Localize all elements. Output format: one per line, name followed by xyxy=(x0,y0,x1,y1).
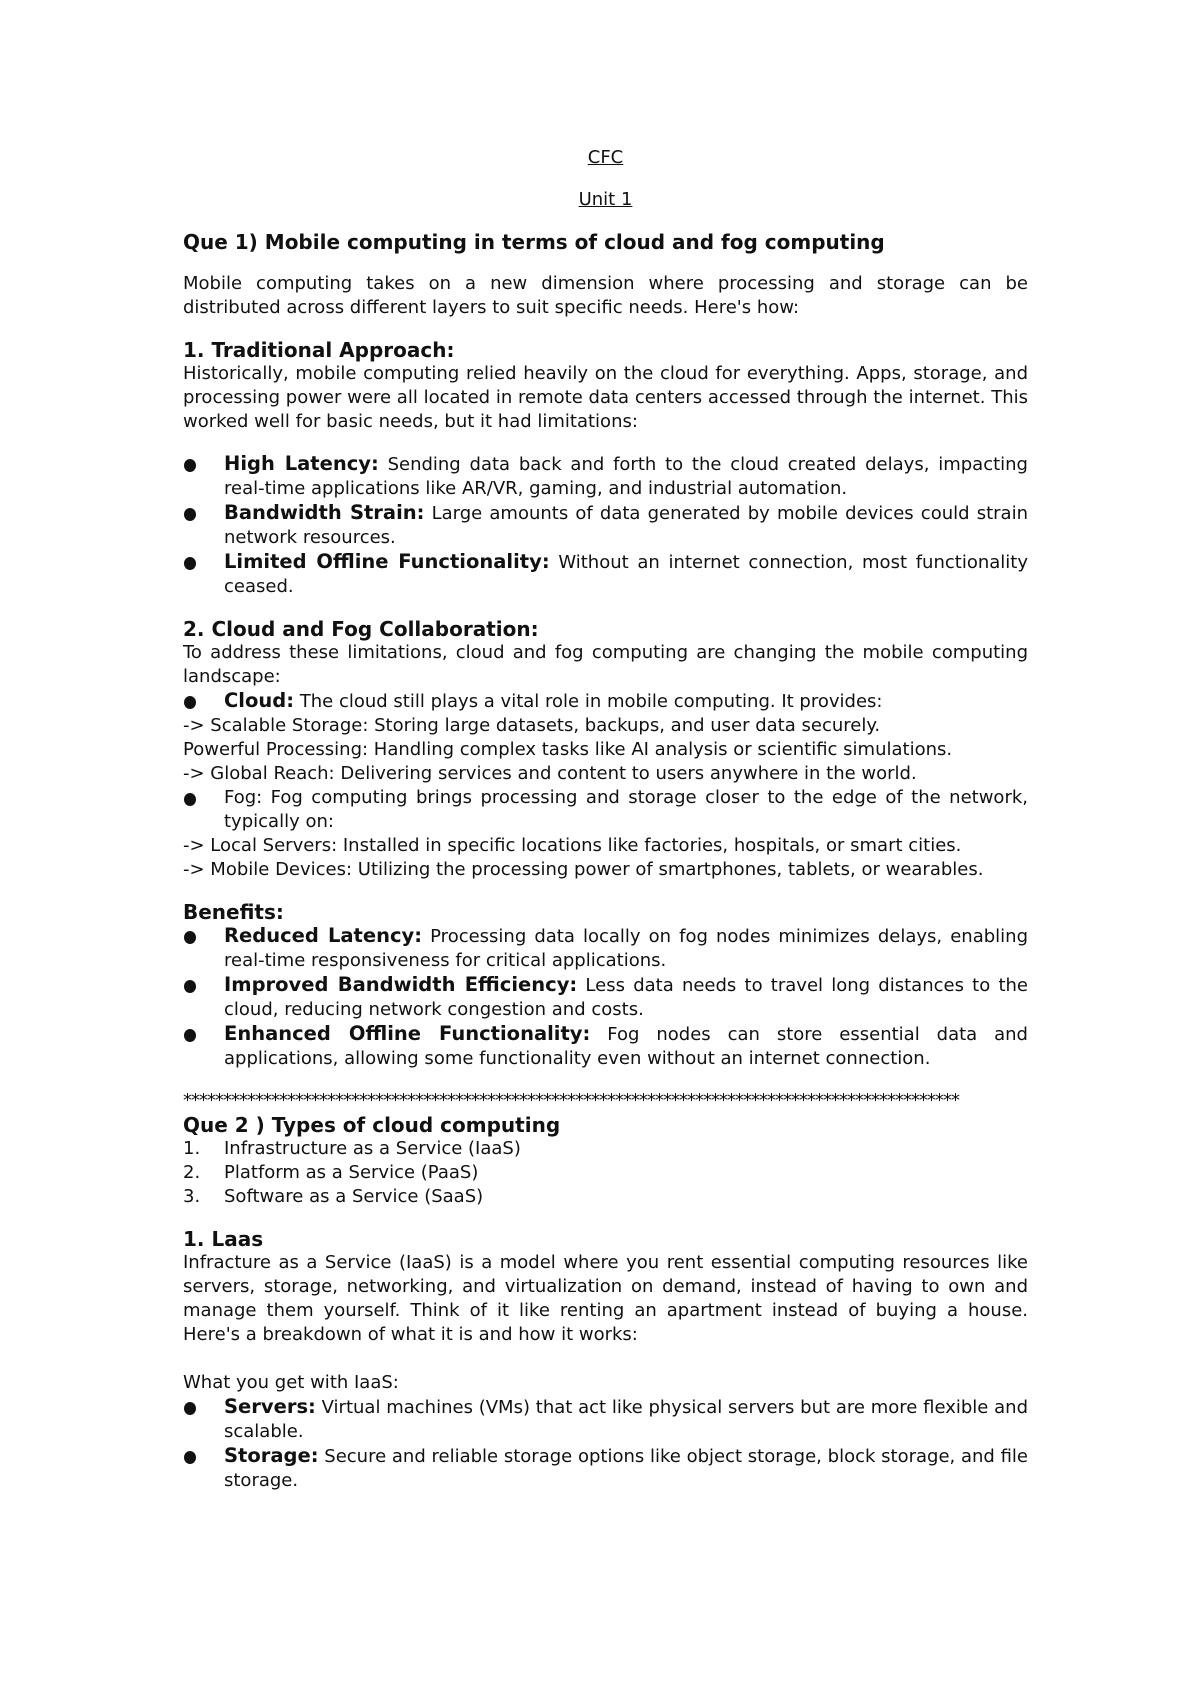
list-item: Fog: Fog computing brings processing and storage closer to the edge of the network, typically on: xyxy=(183,786,1028,834)
question-1-title: Que 1) Mobile computing in terms of cloud and fog computing xyxy=(183,230,885,254)
bullet-icon xyxy=(184,459,196,472)
cloud-line: -> Scalable Storage: Storing large datasets, backups, and user data securely. xyxy=(183,715,881,736)
iaas-text: Infracture as a Service (IaaS) is a model where you rent essential computing resources like servers, storage, networking, and virtualization on demand, instead of having to own and manage them yourself. Think of it like renting an apartment instead of buying a house. Here's a breakdown of what it is and how it works: xyxy=(183,1252,1028,1345)
bullet-icon xyxy=(184,557,196,570)
document-body xyxy=(183,146,1028,1493)
list-item: Improved Bandwidth Efficiency: Less data needs to travel long distances to the cloud, reducing network congestion and costs. xyxy=(183,973,1028,1022)
list-item: Reduced Latency: Processing data locally on fog nodes minimizes delays, enabling real-time responsiveness for critical applications. xyxy=(183,924,1028,973)
iaas-heading: 1. Laas xyxy=(183,1227,264,1251)
bullet-icon xyxy=(184,1029,196,1042)
list-item: Cloud: The cloud still plays a vital role in mobile computing. It provides: xyxy=(183,689,1028,714)
list-item: High Latency: Sending data back and forth to the cloud created delays, impacting real-time applications like AR/VR, gaming, and industrial automation. xyxy=(183,452,1028,501)
cloud-line: Powerful Processing: Handling complex tasks like AI analysis or scientific simulations. xyxy=(183,739,953,760)
list-item: Enhanced Offline Functionality: Fog nodes can store essential data and applications, allowing some functionality even without an internet connection. xyxy=(183,1022,1028,1071)
bullet-icon xyxy=(184,1402,196,1415)
doc-title: CFC xyxy=(587,147,624,168)
bullet-icon xyxy=(184,931,196,944)
iaas-get-label: What you get with IaaS: xyxy=(183,1372,399,1393)
cloud-fog-heading: 2. Cloud and Fog Collaboration: xyxy=(183,617,539,641)
fog-line: -> Local Servers: Installed in specific locations like factories, hospitals, or smart cities. xyxy=(183,835,962,856)
list-item: Storage: Secure and reliable storage options like object storage, block storage, and file storage. xyxy=(183,1444,1028,1493)
list-item: Bandwidth Strain: Large amounts of data generated by mobile devices could strain network resources. xyxy=(183,501,1028,550)
traditional-approach-heading: 1. Traditional Approach: xyxy=(183,338,455,362)
benefits-heading: Benefits: xyxy=(183,900,284,924)
list-item: Limited Offline Functionality: Without an internet connection, most functionality ceased. xyxy=(183,550,1028,599)
bullet-icon xyxy=(184,508,196,521)
list-item: 3. Software as a Service (SaaS) xyxy=(183,1186,484,1207)
bullet-icon xyxy=(184,696,196,709)
list-item: 1. Infrastructure as a Service (IaaS) xyxy=(183,1138,521,1159)
limitations-list xyxy=(183,452,1028,599)
bullet-icon xyxy=(184,1451,196,1464)
benefits-list xyxy=(183,924,1028,1071)
cloud-fog-text: To address these limitations, cloud and fog computing are changing the mobile computing landscape: xyxy=(183,642,1028,687)
bullet-icon xyxy=(184,980,196,993)
bullet-icon xyxy=(184,793,196,806)
iaas-list xyxy=(183,1395,1028,1493)
traditional-approach-text: Historically, mobile computing relied heavily on the cloud for everything. Apps, storage, and processing power were all located in remote data centers accessed through the internet. This worked well for basic needs, but it had limitations: xyxy=(183,363,1028,432)
cloud-line: -> Global Reach: Delivering services and content to users anywhere in the world. xyxy=(183,763,917,784)
unit-title: Unit 1 xyxy=(578,189,633,210)
cloud-types-list xyxy=(183,1137,1028,1209)
list-item: Servers: Virtual machines (VMs) that act like physical servers but are more flexible and scalable. xyxy=(183,1395,1028,1444)
list-item: 2. Platform as a Service (PaaS) xyxy=(183,1162,479,1183)
question-2-title: Que 2 ) Types of cloud computing xyxy=(183,1113,561,1137)
fog-line: -> Mobile Devices: Utilizing the processing power of smartphones, tablets, or wearables. xyxy=(183,859,984,880)
section-separator: ************************************************************************************************* xyxy=(183,1090,959,1111)
question-1-intro: Mobile computing takes on a new dimension where processing and storage can be distributed across different layers to suit specific needs. Here's how: xyxy=(183,273,1028,318)
